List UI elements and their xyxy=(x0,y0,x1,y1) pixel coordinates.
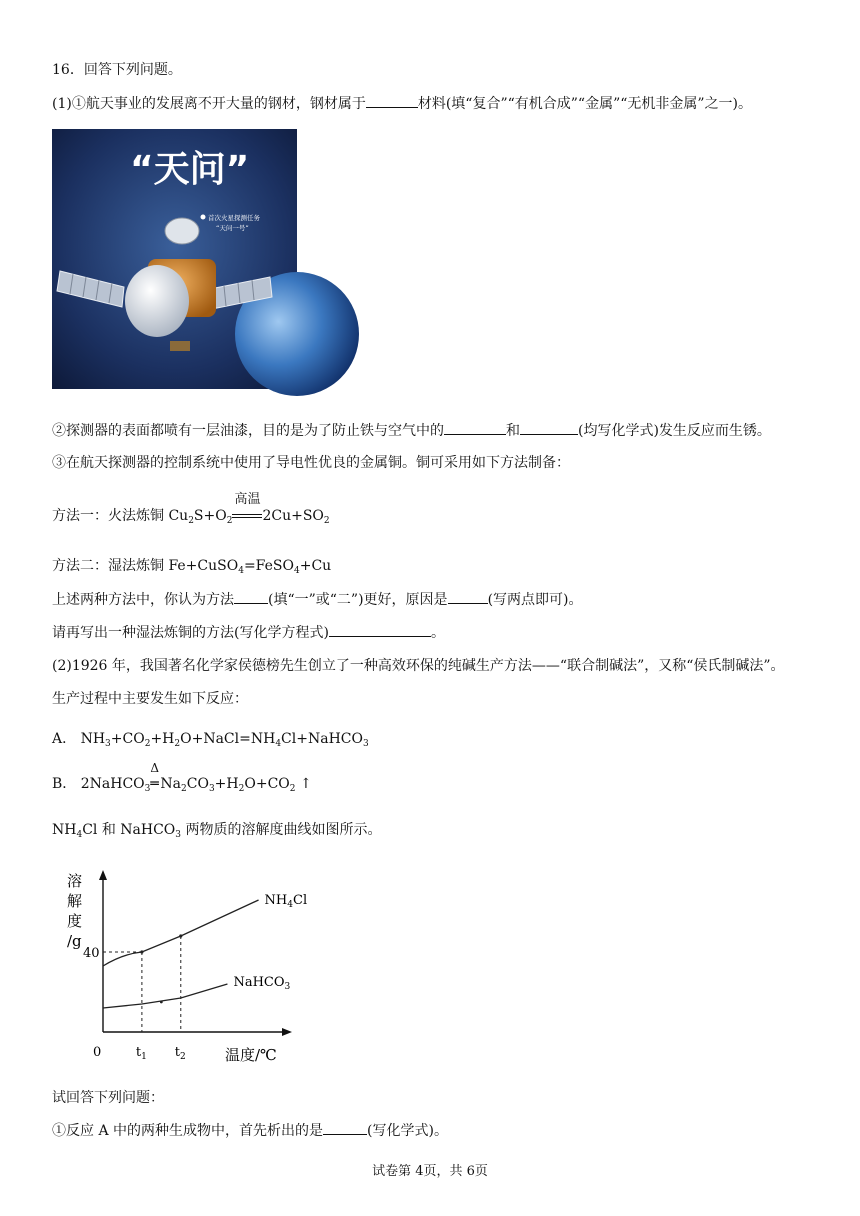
rxnA-s2: 2 xyxy=(144,739,151,749)
photo-caption-1: 首次火星探测任务 xyxy=(208,214,260,222)
x-tick-label-t1: $t_1$ xyxy=(135,1045,147,1062)
method2-b: =FeSO xyxy=(243,558,294,574)
rxnA-s1: 3 xyxy=(105,739,111,749)
rxnB-s3: 3 xyxy=(208,784,215,794)
y-axis-arrow-icon xyxy=(99,870,107,880)
rxnB-s5: 2 xyxy=(289,784,296,794)
q1-text-a: (1)①航天事业的发展离不开大量的钢材，钢材属于 xyxy=(52,96,366,112)
q1-part1 xyxy=(52,93,752,114)
rxnB-t3: CO xyxy=(186,776,209,792)
series-label-NaHCO3: NaHCO$_3$ xyxy=(233,975,291,992)
photo-caption-2: “天问一号” xyxy=(216,224,249,232)
rxnA-t1: NH xyxy=(80,731,106,747)
solubility-chart-svg xyxy=(55,862,308,1072)
q2-part1 xyxy=(52,1120,448,1141)
method-two xyxy=(52,556,331,576)
q5-text-a: 请再写出一种湿法炼铜的方法(写化学方程式) xyxy=(52,625,329,641)
rxnA-t5: Cl+NaHCO xyxy=(281,731,363,747)
reaction-b-label: B． xyxy=(52,776,77,792)
condition-heat: Δ xyxy=(150,761,160,775)
y-tick-label: 40 xyxy=(83,946,100,961)
q1-part3: ③在航天探测器的控制系统中使用了导电性优良的金属铜。铜可采用如下方法制备： xyxy=(52,455,570,471)
p8-s1: 4 xyxy=(76,830,83,840)
q4-text-a: 上述两种方法中，你认为方法 xyxy=(52,592,234,608)
chart-intro xyxy=(52,820,381,840)
q10-text-a: ①反应 A 中的两种生成物中，首先析出的是 xyxy=(52,1123,324,1139)
antenna-dish xyxy=(165,218,199,244)
question-title: 16．回答下列问题。 xyxy=(52,62,182,78)
rxnA-t2: +CO xyxy=(110,731,145,747)
rxnB-t4: +H xyxy=(214,776,239,792)
solubility-chart xyxy=(55,862,308,1072)
q2-text-c: (均写化学式)发生反应而生锈。 xyxy=(578,423,771,439)
tianwen-photo xyxy=(52,129,297,389)
q4-text-b: (填“一”或“二”)更好，原因是 xyxy=(268,592,448,608)
reaction-a-label: A． xyxy=(52,731,77,747)
entry-capsule xyxy=(125,265,189,337)
rxnB-t2: Na xyxy=(160,776,181,792)
answer-blank-material[interactable] xyxy=(366,93,418,108)
q2-text-a: ②探测器的表面都喷有一层油漆，目的是为了防止铁与空气中的 xyxy=(52,423,444,439)
method1-product: 2Cu+SO xyxy=(262,508,324,524)
q2-intro-2: 生产过程中主要发生如下反应： xyxy=(52,691,248,707)
q5-text-b: 。 xyxy=(430,625,445,641)
answer-blank-method[interactable] xyxy=(234,589,268,604)
nahco3-point xyxy=(160,1001,163,1004)
y-axis-label-part: 解 xyxy=(67,892,83,910)
y-axis-label-part: /g xyxy=(67,932,82,950)
intersection-point-2 xyxy=(179,934,182,937)
q1-part4 xyxy=(52,589,583,610)
q1-text-b: 材料(填“复合”“有机合成”“金属”“无机非金属”之一)。 xyxy=(417,96,753,112)
x-tick-label-t2: $t_2$ xyxy=(174,1045,186,1062)
intersection-point-1 xyxy=(140,950,143,953)
answer-blank-gas2[interactable] xyxy=(520,420,578,435)
page-footer: 试卷第 4页，共 6页 xyxy=(372,1164,488,1179)
rxnA-s5: 3 xyxy=(362,739,369,749)
method1-condition xyxy=(232,492,262,526)
method1-sub3: 2 xyxy=(323,516,330,526)
series-label-NH4Cl: $NH_4Cl$ xyxy=(264,893,308,910)
method1-mid: S+O xyxy=(193,508,227,524)
method1-prefix: 方法一：火法炼铜 Cu xyxy=(52,508,189,524)
method2-sub2: 4 xyxy=(294,566,300,576)
reaction-a xyxy=(52,729,369,749)
rxnA-t4: O+NaCl=NH xyxy=(180,731,276,747)
rxnA-s3: 2 xyxy=(174,739,181,749)
answer-blank-precipitate[interactable] xyxy=(323,1120,367,1135)
q4-text-c: (写两点即可)。 xyxy=(487,592,583,608)
rxnB-s4: 2 xyxy=(238,784,245,794)
answer-blank-gas1[interactable] xyxy=(444,420,506,435)
x-axis-label: 温度/℃ xyxy=(225,1046,277,1064)
method1-sub1: 2 xyxy=(188,516,194,526)
rxnA-s4: 4 xyxy=(275,739,282,749)
p8-a: NH xyxy=(52,822,77,838)
q10-text-b: (写化学式)。 xyxy=(367,1123,448,1139)
rxnB-s1: 3 xyxy=(144,784,151,794)
method1-sub2: 2 xyxy=(226,516,233,526)
method2-a: 方法二：湿法炼铜 Fe+CuSO xyxy=(52,558,239,574)
rxnA-t3: +H xyxy=(150,731,175,747)
q1-part5 xyxy=(52,622,445,643)
origin-label: 0 xyxy=(93,1045,102,1060)
rxnB-condition: Δ ═ xyxy=(150,774,160,794)
method2-sub1: 4 xyxy=(238,566,244,576)
answer-blank-equation[interactable] xyxy=(329,622,431,637)
reaction-b xyxy=(52,761,312,794)
answer-blank-reason[interactable] xyxy=(448,589,488,604)
y-axis-label-part: 溶 xyxy=(67,872,83,890)
p8-s2: 3 xyxy=(175,830,182,840)
method-one xyxy=(52,492,330,526)
p8-b: Cl 和 NaHCO xyxy=(82,822,176,838)
rxnB-t1: 2NaHCO xyxy=(80,776,145,792)
gas-arrow-icon: ↑ xyxy=(299,776,312,792)
series-line-NaHCO3 xyxy=(103,984,227,1008)
condition-high-temp: 高温 xyxy=(234,492,261,507)
rxnB-s2: 2 xyxy=(181,784,187,794)
p8-c: 两物质的溶解度曲线如图所示。 xyxy=(181,822,382,838)
q2-sub-intro: 试回答下列问题： xyxy=(52,1090,164,1106)
rxnB-t5: O+CO xyxy=(244,776,290,792)
tianwen-illustration xyxy=(52,129,297,389)
y-axis-label-part: 度 xyxy=(67,912,83,930)
q2-intro: (2)1926 年，我国著名化学家侯德榜先生创立了一种高效环保的纯碱生产方法——“联合制碱法”，又称“侯氏制碱法”。 xyxy=(52,658,785,674)
method2-c: +Cu xyxy=(299,558,332,574)
x-axis-arrow-icon xyxy=(282,1028,292,1036)
q1-part2 xyxy=(52,420,771,441)
q2-text-b: 和 xyxy=(506,423,520,439)
photo-title: “天问” xyxy=(130,149,250,190)
